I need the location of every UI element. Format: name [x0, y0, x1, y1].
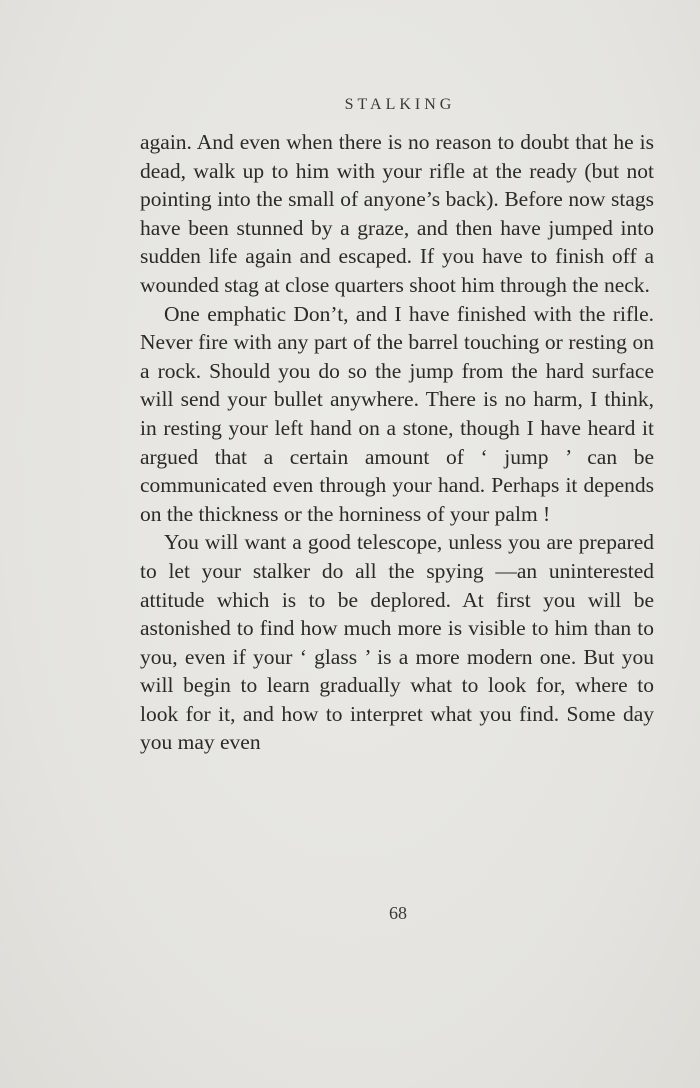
- paragraph: One emphatic Don’t, and I have finished with the rifle. Never fire with any part of the barrel touching or resting on a rock. Should you do so the jump from the hard surface will send your bullet anywhere. There is no harm, I think, in resting your left hand on a stone, though I have heard it argued that a certain amount of ‘ jump ’ can be communicated even through your hand. Perhaps it depends on the thickness or the horniness of your palm !: [140, 301, 654, 526]
- running-head: STALKING: [344, 96, 456, 113]
- paragraph: You will want a good telescope, unless you are prepared to let your stalker do all the spying —an uninterested attitude which is to be deplored. At first you will be astonished to find how much more is visible to him than to you, even if your ‘ glass ’ is a more modern one. But you will begin to learn gradually what to look for, where to look for it, and how to interpret what you find. Some day you may even: [140, 530, 654, 755]
- paragraph-continued: again. And even when there is no reason to doubt that he is dead, walk up to him with your rifle at the ready (but not pointing into the small of anyone’s back). Before now stags have been stunned by a graze, and then have jumped into sudden life again and escaped. If you have to finish off a wounded stag at close quarters shoot him through the neck.: [140, 130, 654, 297]
- body-text: [140, 128, 654, 757]
- page-number: 68: [389, 903, 407, 923]
